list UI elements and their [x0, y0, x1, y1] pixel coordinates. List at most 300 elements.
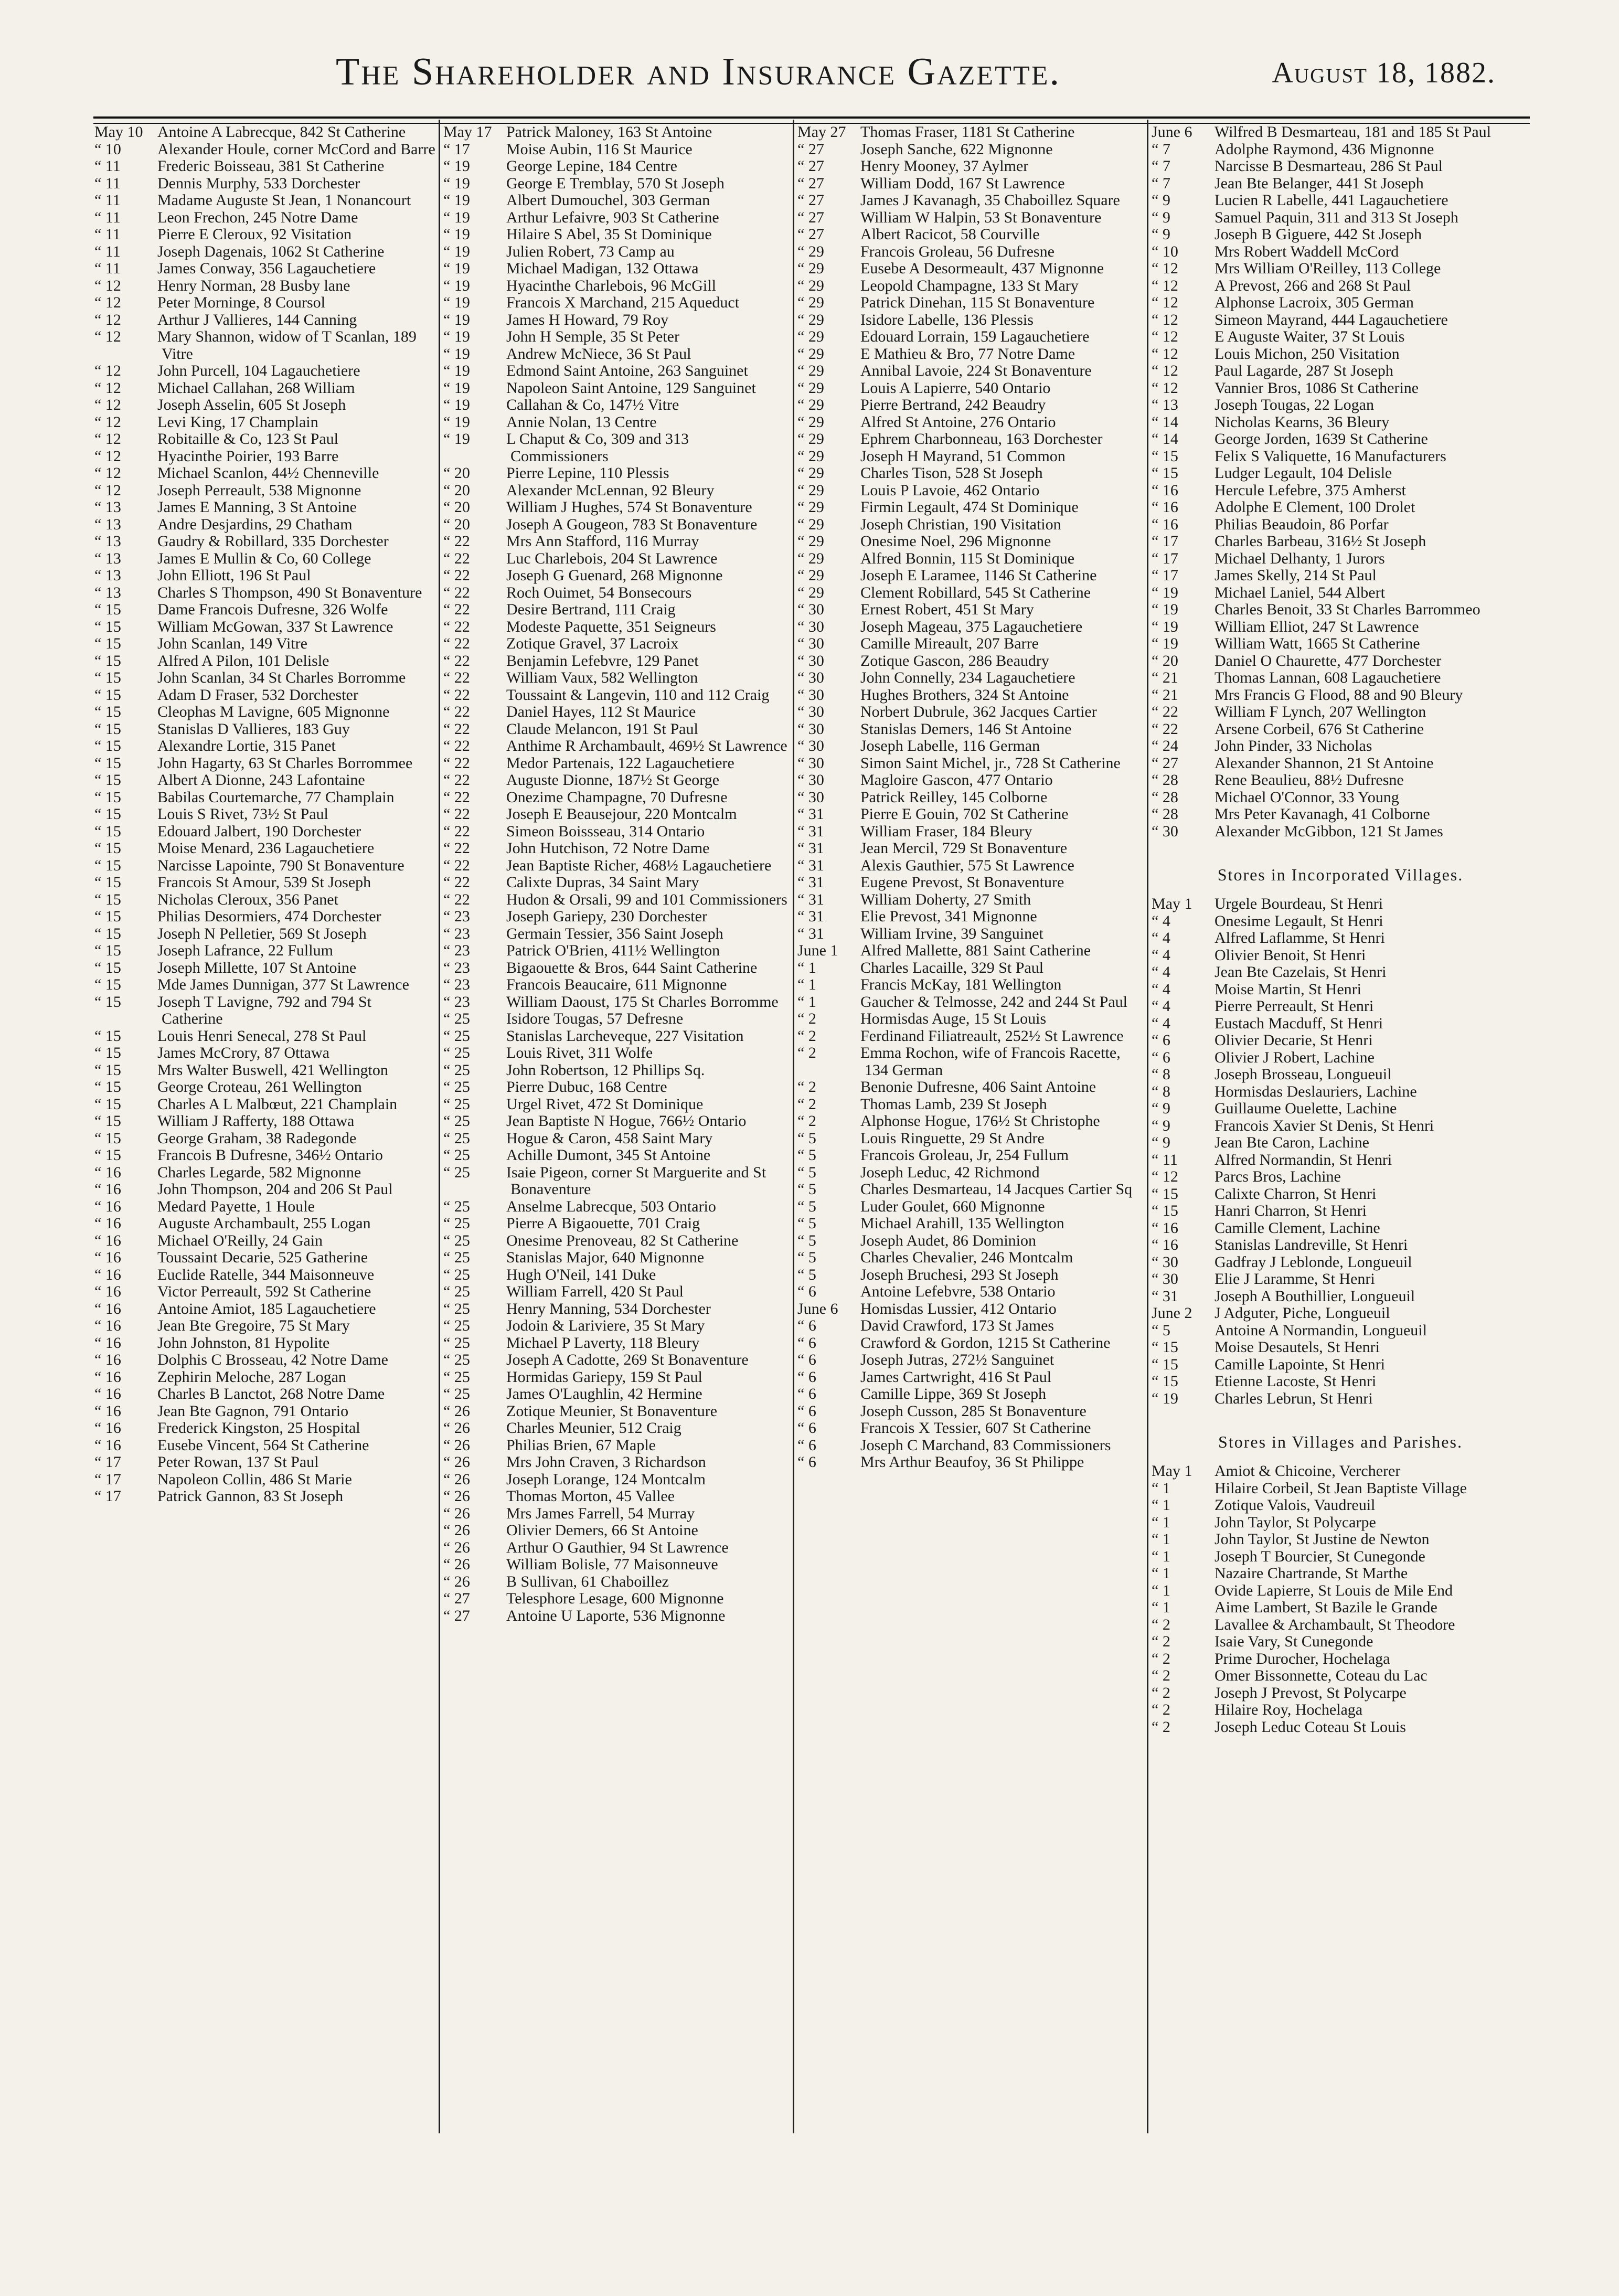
entry-text: Nicholas Cleroux, 356 Panet	[157, 890, 338, 908]
entry-date: “ 2	[797, 1027, 816, 1045]
entry-date: “ 12	[1152, 362, 1178, 379]
entry-date: “ 20	[443, 498, 470, 516]
entry-text: Leon Frechon, 245 Notre Dame	[157, 208, 358, 226]
list-item	[94, 1062, 435, 1079]
entry-date: “ 20	[443, 464, 470, 482]
list-item	[443, 994, 790, 1011]
entry-text: Arthur J Vallieres, 144 Canning	[157, 311, 357, 328]
list-item	[443, 1028, 790, 1045]
entry-text: Mrs Ann Stafford, 116 Murray	[506, 533, 699, 550]
entry-date: “ 5	[797, 1181, 816, 1198]
list-item	[443, 1437, 790, 1454]
entry-date: “ 16	[94, 1266, 121, 1283]
list-item	[1152, 1118, 1529, 1135]
entry-date: “ 11	[94, 242, 121, 260]
entry-text: Toussaint & Langevin, 110 and 112 Craig	[506, 686, 770, 704]
entry-date: “ 2	[1152, 1650, 1170, 1667]
header-rule	[93, 116, 1530, 124]
entry-date: “ 12	[94, 481, 121, 499]
entry-text: Edouard Lorrain, 159 Lagauchetiere	[860, 328, 1090, 345]
list-item	[797, 1369, 1144, 1386]
entry-text: Charles S Thompson, 490 St Bonaventure	[157, 583, 422, 601]
entry-text: Pierre Bertrand, 242 Beaudry	[860, 396, 1046, 413]
entry-date: “ 29	[797, 242, 824, 260]
list-item	[94, 738, 435, 755]
entry-text: Joseph Sanche, 622 Mignonne	[860, 140, 1053, 158]
list-item	[797, 380, 1144, 397]
entry-date: “ 17	[1152, 533, 1178, 550]
entry-text: James E Mullin & Co, 60 College	[157, 549, 371, 567]
list-item	[797, 1454, 1144, 1471]
entry-text: Mrs Peter Kavanagh, 41 Colborne	[1215, 805, 1430, 823]
entry-text: Michael P Laverty, 118 Bleury	[506, 1334, 700, 1352]
entry-date: “ 6	[797, 1351, 816, 1368]
entry-text: Charles A L Malbœut, 221 Champlain	[157, 1095, 398, 1113]
list-item	[797, 1198, 1144, 1216]
entry-date: “ 16	[1152, 498, 1178, 516]
entry-date: “ 11	[94, 192, 121, 209]
list-item	[443, 1505, 790, 1523]
entry-date: “ 2	[1152, 1667, 1170, 1684]
entry-text: Ephrem Charbonneau, 163 Dorchester	[860, 430, 1103, 448]
entry-text: Louis P Lavoie, 462 Ontario	[860, 481, 1040, 499]
entry-text: Henry Mooney, 37 Aylmer	[860, 157, 1029, 175]
entry-text: Francois Xavier St Denis, St Henri	[1215, 1117, 1434, 1134]
entry-text: James O'Laughlin, 42 Hermine	[506, 1385, 702, 1402]
list-item	[1152, 913, 1529, 930]
entry-date: “ 22	[443, 720, 470, 738]
list-item	[94, 294, 435, 312]
entry-text: Narcisse B Desmarteau, 286 St Paul	[1215, 157, 1443, 175]
entry-date: “ 29	[797, 464, 824, 482]
entry-date: “ 20	[443, 515, 470, 533]
entry-date: “ 12	[1152, 311, 1178, 328]
entry-text: Onesime Legault, St Henri	[1215, 912, 1383, 930]
entry-date: “ 12	[94, 430, 121, 448]
entry-date: “ 29	[797, 430, 824, 448]
list-item	[1152, 1373, 1529, 1390]
entry-text: Adolphe E Clement, 100 Drolet	[1215, 498, 1415, 516]
entry-text: Mrs Arthur Beaufoy, 36 St Philippe	[860, 1453, 1084, 1471]
entry-text: Louis Rivet, 311 Wolfe	[506, 1044, 653, 1061]
entry-text: Joseph Millette, 107 St Antoine	[157, 959, 357, 976]
entry-date: “ 22	[1152, 720, 1178, 738]
entry-date: “ 2	[1152, 1684, 1170, 1702]
list-item	[1152, 789, 1529, 806]
entry-date: “ 28	[1152, 771, 1178, 789]
entry-text: Michael Arahill, 135 Wellington	[860, 1215, 1064, 1232]
entry-date: “ 20	[1152, 652, 1178, 669]
entry-text: Stanislas Landreville, St Henri	[1215, 1236, 1408, 1253]
list-item	[94, 857, 435, 875]
entry-date: “ 25	[443, 1266, 470, 1283]
entry-date: “ 19	[443, 260, 470, 277]
entry-date: “ 2	[1152, 1718, 1170, 1736]
list-item	[1152, 1134, 1529, 1152]
entry-date: “ 25	[443, 1010, 470, 1027]
entry-text: Frederic Boisseau, 381 St Catherine	[157, 157, 385, 175]
entry-text: Onezime Champagne, 70 Dufresne	[506, 788, 728, 806]
list-item	[94, 380, 435, 397]
entry-text: Calixte Dupras, 34 Saint Mary	[506, 874, 699, 891]
list-item	[94, 363, 435, 380]
entry-date: “ 15	[94, 1061, 121, 1079]
entry-date: “ 19	[1152, 635, 1178, 652]
entry-text: Calixte Charron, St Henri	[1215, 1185, 1377, 1203]
entry-date: “ 12	[94, 379, 121, 397]
entry-date: “ 1	[1152, 1530, 1170, 1548]
entry-text: John Scanlan, 34 St Charles Borromme	[157, 669, 406, 686]
list-item	[94, 192, 435, 209]
entry-text: Charles Chevalier, 246 Montcalm	[860, 1249, 1073, 1266]
entry-date: “ 15	[94, 1095, 121, 1113]
entry-text: Nicholas Kearns, 36 Bleury	[1215, 413, 1390, 431]
entry-text: Stanislas Demers, 146 St Antoine	[860, 720, 1072, 738]
list-item	[797, 124, 1144, 141]
entry-date: “ 30	[797, 652, 824, 669]
entry-text: Mary Shannon, widow of T Scanlan, 189 Vitre	[157, 328, 417, 363]
entry-text: Isaie Vary, St Cunegonde	[1215, 1633, 1373, 1650]
entry-date: “ 16	[94, 1283, 121, 1300]
entry-text: E Auguste Waiter, 37 St Louis	[1215, 328, 1405, 345]
list-item	[94, 619, 435, 636]
entry-text: Charles Legarde, 582 Mignonne	[157, 1163, 361, 1181]
list-item	[1152, 619, 1529, 636]
list-item	[443, 192, 790, 209]
entry-date: “ 29	[797, 549, 824, 567]
list-item	[797, 278, 1144, 295]
list-item	[797, 260, 1144, 278]
entry-text: Ferdinand Filiatreault, 252½ St Lawrence	[860, 1027, 1124, 1045]
entry-text: William Dodd, 167 St Lawrence	[860, 174, 1065, 192]
entry-date: “ 2	[797, 1078, 816, 1096]
entry-text: Antoine A Labrecque, 842 St Catherine	[157, 124, 406, 141]
list-item	[94, 601, 435, 619]
entry-date: “ 19	[443, 192, 470, 209]
list-item	[797, 704, 1144, 721]
entry-date: “ 2	[1152, 1701, 1170, 1718]
entry-text: Prime Durocher, Hochelaga	[1215, 1650, 1390, 1667]
entry-date: “ 28	[1152, 788, 1178, 806]
entry-date: “ 5	[797, 1266, 816, 1283]
list-item	[797, 226, 1144, 243]
list-item	[94, 533, 435, 550]
entry-text: William Vaux, 582 Wellington	[506, 669, 698, 686]
entry-text: Clement Robillard, 545 St Catherine	[860, 583, 1091, 601]
list-item	[797, 772, 1144, 789]
entry-date: “ 17	[94, 1487, 121, 1505]
list-item	[797, 1113, 1144, 1130]
entry-text: Joseph Lafrance, 22 Fullum	[157, 942, 333, 959]
entry-date: “ 7	[1152, 157, 1170, 175]
entry-text: Olivier Decarie, St Henri	[1215, 1032, 1373, 1049]
list-item	[797, 363, 1144, 380]
list-item	[1152, 192, 1529, 209]
entry-date: “ 2	[797, 1010, 816, 1027]
entry-date: “ 9	[1152, 208, 1170, 226]
entry-text: John Elliott, 196 St Paul	[157, 567, 311, 584]
entry-text: Ovide Lapierre, St Louis de Mile End	[1215, 1581, 1453, 1599]
entry-date: June 6	[1152, 124, 1192, 141]
entry-date: “ 13	[94, 533, 121, 550]
list-item	[797, 448, 1144, 465]
entry-text: Zotique Meunier, St Bonaventure	[506, 1402, 718, 1420]
list-item	[94, 448, 435, 465]
entry-text: Medor Partenais, 122 Lagauchetiere	[506, 754, 734, 772]
entry-date: “ 4	[1152, 980, 1170, 998]
list-item	[1152, 1220, 1529, 1237]
entry-text: Annibal Lavoie, 224 St Bonaventure	[860, 362, 1092, 379]
entry-text: A Prevost, 266 and 268 St Paul	[1215, 277, 1411, 294]
list-item	[94, 1028, 435, 1045]
list-item	[1152, 533, 1529, 550]
list-item	[443, 499, 790, 516]
list-item	[797, 1232, 1144, 1250]
list-item	[1152, 1390, 1529, 1408]
list-item	[1152, 397, 1529, 414]
list-item	[797, 1267, 1144, 1284]
entry-text: Magloire Gascon, 477 Ontario	[860, 771, 1053, 789]
list-item	[443, 465, 790, 482]
entry-date: “ 25	[443, 1300, 470, 1317]
list-item	[797, 1164, 1144, 1182]
list-item	[1152, 1254, 1529, 1271]
list-item	[797, 482, 1144, 499]
list-item	[443, 584, 790, 602]
list-item	[94, 431, 435, 448]
entry-text: Moise Aubin, 116 St Maurice	[506, 140, 693, 158]
list-item	[443, 1062, 790, 1079]
list-item	[94, 1130, 435, 1147]
entry-text: Antoine A Normandin, Longueuil	[1215, 1321, 1427, 1339]
entry-text: John Purcell, 104 Lagauchetiere	[157, 362, 360, 379]
list-item	[1152, 312, 1529, 329]
entry-date: “ 26	[443, 1504, 470, 1522]
list-item	[797, 976, 1144, 994]
list-item	[1152, 294, 1529, 312]
list-item	[443, 1096, 790, 1113]
entry-text: William Elliot, 247 St Lawrence	[1215, 618, 1419, 635]
entry-date: “ 6	[797, 1368, 816, 1386]
entry-date: “ 29	[797, 413, 824, 431]
list-item	[94, 942, 435, 960]
list-item	[1152, 947, 1529, 964]
entry-text: Lucien R Labelle, 441 Lagauchetiere	[1215, 192, 1448, 209]
entry-date: “ 7	[1152, 140, 1170, 158]
list-item	[797, 584, 1144, 602]
list-item	[1152, 635, 1529, 653]
list-item	[443, 312, 790, 329]
entry-text: Parcs Bros, Lachine	[1215, 1168, 1341, 1185]
list-item	[94, 1164, 435, 1182]
list-item	[94, 1045, 435, 1062]
list-item	[797, 891, 1144, 909]
entry-date: “ 22	[443, 618, 470, 635]
entry-text: Stanislas D Vallieres, 183 Guy	[157, 720, 350, 738]
entry-text: Philias Beaudoin, 86 Porfar	[1215, 515, 1389, 533]
entry-date: “ 13	[94, 567, 121, 584]
entry-text: Hercule Lefebre, 375 Amherst	[1215, 481, 1406, 499]
list-item	[797, 721, 1144, 738]
entry-date: “ 14	[1152, 430, 1178, 448]
entry-date: “ 19	[1152, 618, 1178, 635]
list-item	[443, 926, 790, 943]
entry-date: “ 15	[94, 1044, 121, 1061]
entry-text: Henry Manning, 534 Dorchester	[506, 1300, 711, 1317]
list-item	[443, 1539, 790, 1557]
list-item	[94, 397, 435, 414]
entry-date: “ 29	[797, 567, 824, 584]
list-item	[797, 1028, 1144, 1045]
entry-text: Joseph J Prevost, St Polycarpe	[1215, 1684, 1407, 1702]
entry-date: “ 19	[443, 396, 470, 413]
entry-date: “ 24	[1152, 737, 1178, 754]
entry-text: Eugene Prevost, St Bonaventure	[860, 874, 1064, 891]
list-item	[94, 278, 435, 295]
entry-text: Felix S Valiquette, 16 Manufacturers	[1215, 447, 1446, 465]
entry-date: “ 12	[94, 362, 121, 379]
entry-date: “ 22	[443, 805, 470, 823]
list-item	[443, 908, 790, 926]
entry-text: Alexander McGibbon, 121 St James	[1215, 822, 1443, 840]
entry-text: Etienne Lacoste, St Henri	[1215, 1373, 1377, 1390]
list-item	[443, 1249, 790, 1267]
entry-date: “ 19	[1152, 583, 1178, 601]
entry-text: Joseph A Gougeon, 783 St Bonaventure	[506, 515, 758, 533]
entry-date: “ 19	[443, 328, 470, 345]
entry-text: Michael Callahan, 268 William	[157, 379, 355, 397]
list-item	[1152, 772, 1529, 789]
entry-date: June 6	[797, 1300, 838, 1317]
entry-text: Onesime Prenoveau, 82 St Catherine	[506, 1231, 739, 1249]
list-item	[94, 175, 435, 193]
entry-text: Louis S Rivet, 73½ St Paul	[157, 805, 328, 823]
list-item	[1152, 1203, 1529, 1220]
entry-text: Charles Lacaille, 329 St Paul	[860, 959, 1044, 976]
list-item	[94, 1335, 435, 1352]
list-item	[797, 499, 1144, 516]
entry-date: June 1	[797, 942, 838, 959]
entry-text: Gaudry & Robillard, 335 Dorchester	[157, 533, 389, 550]
entry-date: “ 25	[443, 1163, 470, 1181]
entry-date: “ 15	[94, 635, 121, 652]
list-item	[94, 840, 435, 857]
list-item	[1152, 1083, 1529, 1101]
entry-date: “ 1	[1152, 1599, 1170, 1616]
list-item	[443, 567, 790, 584]
entry-date: “ 16	[94, 1163, 121, 1181]
entry-text: Francois X Marchand, 215 Aqueduct	[506, 294, 740, 311]
list-item	[797, 1096, 1144, 1113]
list-item	[797, 840, 1144, 857]
list-item	[443, 669, 790, 687]
column-divider	[1147, 120, 1148, 2133]
entry-text: Michael O'Connor, 33 Young	[1215, 788, 1399, 806]
entry-date: “ 15	[94, 1129, 121, 1147]
entry-date: “ 9	[1152, 1134, 1170, 1151]
entry-text: Alexander Houle, corner McCord and Barre	[157, 140, 435, 158]
entry-text: Hugh O'Neil, 141 Duke	[506, 1266, 656, 1283]
entry-date: “ 25	[443, 1078, 470, 1096]
list-item	[797, 1283, 1144, 1301]
entry-date: “ 27	[797, 226, 824, 243]
entry-date: “ 26	[443, 1556, 470, 1573]
list-item	[443, 158, 790, 175]
entry-date: “ 19	[443, 345, 470, 363]
entry-date: “ 31	[1152, 1287, 1178, 1305]
entry-text: Pierre E Cleroux, 92 Visitation	[157, 226, 352, 243]
list-item	[1152, 601, 1529, 619]
list-item	[443, 1386, 790, 1403]
entry-text: Joseph B Giguere, 442 St Joseph	[1215, 226, 1422, 243]
entry-date: “ 27	[443, 1607, 470, 1624]
list-item	[94, 482, 435, 499]
entry-date: “ 4	[1152, 1014, 1170, 1032]
entry-text: Alfred Mallette, 881 Saint Catherine	[860, 942, 1091, 959]
entry-date: “ 15	[94, 703, 121, 720]
entry-text: Moise Menard, 236 Lagauchetiere	[157, 839, 375, 857]
entry-text: Hormidas Gariepy, 159 St Paul	[506, 1368, 702, 1386]
entry-text: Homisdas Lussier, 412 Ontario	[860, 1300, 1057, 1317]
list-item	[443, 1471, 790, 1489]
entry-date: “ 22	[443, 839, 470, 857]
entry-text: Madame Auguste St Jean, 1 Nonancourt	[157, 192, 411, 209]
entry-date: “ 19	[1152, 601, 1178, 618]
list-item	[1152, 1168, 1529, 1186]
entry-text: Mrs William O'Reilley, 113 College	[1215, 260, 1441, 277]
entry-text: Alfred A Pilon, 101 Delisle	[157, 652, 329, 669]
entry-text: Claude Melancon, 191 St Paul	[506, 720, 698, 738]
entry-date: “ 21	[1152, 669, 1178, 686]
entry-date: “ 9	[1152, 1117, 1170, 1134]
entry-date: “ 12	[94, 311, 121, 328]
list-item	[443, 1608, 790, 1625]
entry-date: “ 27	[797, 140, 824, 158]
entry-text: Luder Goulet, 660 Mignonne	[860, 1197, 1045, 1215]
entry-date: “ 15	[94, 1078, 121, 1096]
entry-date: “ 15	[94, 959, 121, 976]
entry-text: Nazaire Chartrande, St Marthe	[1215, 1565, 1408, 1582]
entry-date: “ 23	[443, 976, 470, 993]
entry-text: Firmin Legault, 474 St Dominique	[860, 498, 1079, 516]
list-item	[797, 346, 1144, 363]
entry-text: Joseph Brosseau, Longueuil	[1215, 1066, 1392, 1083]
entry-text: Thomas Lannan, 608 Lagauchetiere	[1215, 669, 1441, 686]
entry-date: “ 15	[1152, 447, 1178, 465]
entry-date: “ 15	[94, 754, 121, 772]
entry-text: John Hutchison, 72 Notre Dame	[506, 839, 710, 857]
entry-date: “ 30	[1152, 1270, 1178, 1288]
entry-date: “ 15	[94, 788, 121, 806]
entry-text: Elie J Laramme, St Henri	[1215, 1270, 1375, 1288]
entry-text: Hormisdas Auge, 15 St Louis	[860, 1010, 1047, 1027]
list-item	[443, 755, 790, 772]
entry-text: Joseph T Lavigne, 792 and 794 St Catherine	[157, 993, 372, 1027]
entry-date: “ 22	[443, 890, 470, 908]
entry-date: “ 6	[797, 1402, 816, 1420]
entry-date: “ 25	[443, 1334, 470, 1352]
entry-date: “ 15	[94, 822, 121, 840]
entry-date: “ 9	[1152, 192, 1170, 209]
entry-date: “ 26	[443, 1538, 470, 1556]
entry-date: “ 10	[1152, 242, 1178, 260]
list-item	[94, 1215, 435, 1232]
entry-date: “ 12	[1152, 379, 1178, 397]
entry-date: “ 31	[797, 822, 824, 840]
entry-text: Robitaille & Co, 123 St Paul	[157, 430, 339, 448]
entry-text: Joseph Cusson, 285 St Bonaventure	[860, 1402, 1087, 1420]
list-item	[797, 397, 1144, 414]
